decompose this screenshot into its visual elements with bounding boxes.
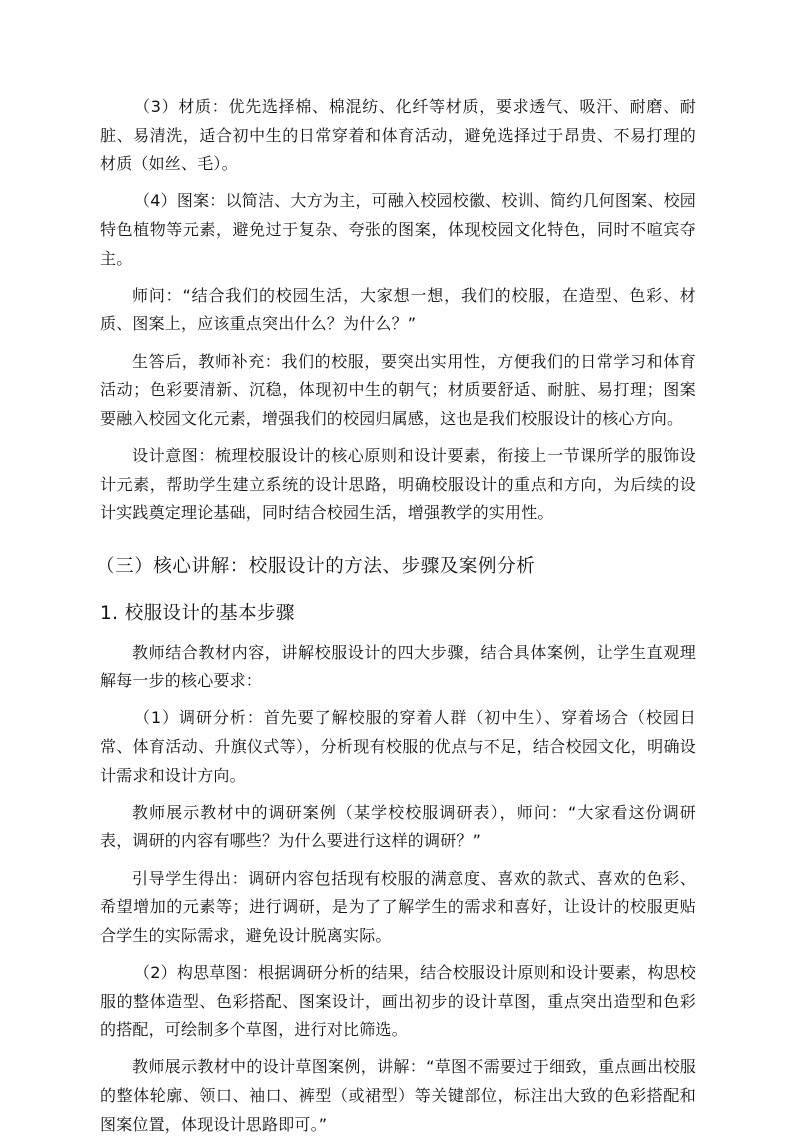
- paragraph-step-sketch: （2）构思草图：根据调研分析的结果，结合校服设计原则和设计要素，构思校服的整体造型、色彩搭配、图案设计，画出初步的设计草图，重点突出造型和色彩的搭配，可绘制多个草图，进行对比筛选。: [100, 963, 696, 1040]
- paragraph-design-intent: 设计意图：梳理校服设计的核心原则和设计要素，衔接上一节课所学的服饰设计元素，帮助学生建立系统的设计思路，明确校服设计的重点和方向，为后续的设计实践奠定理论基础，同时结合校园生活，增强教学的实用性。: [100, 445, 696, 523]
- paragraph-four-steps-intro: 教师结合教材内容，讲解校服设计的四大步骤，结合具体案例，让学生直观理解每一步的核心要求：: [100, 642, 696, 691]
- paragraph-sketch-case: 教师展示教材中的设计草图案例，讲解：“草图不需要过于细致，重点画出校服的整体轮廓、领口、袖口、裤型（或裙型）等关键部位，标注出大致的色彩搭配和图案位置，体现设计思路即可。”: [100, 1057, 696, 1134]
- document-body: [96, 93, 696, 1139]
- paragraph-research-case: 教师展示教材中的调研案例（某学校校服调研表），师问：“大家看这份调研表，调研的内容有哪些？为什么要进行这样的调研？”: [100, 802, 696, 851]
- paragraph-pattern: （4）图案：以简洁、大方为主，可融入校园校徽、校训、简约几何图案、校园特色植物等元素，避免过于复杂、夸张的图案，体现校园文化特色，同时不喧宾夺主。: [100, 191, 696, 268]
- paragraph-research-conclusion: 引导学生得出：调研内容包括现有校服的满意度、喜欢的款式、喜欢的色彩、希望增加的元素等；进行调研，是为了了解学生的需求和喜好，让设计的校服更贴合学生的实际需求，避免设计脱离实际。: [100, 868, 696, 945]
- paragraph-step-research: （1）调研分析：首先要了解校服的穿着人群（初中生）、穿着场合（校园日常、体育活动、升旗仪式等），分析现有校服的优点与不足，结合校园文化，明确设计需求和设计方向。: [100, 708, 696, 785]
- paragraph-material: （3）材质：优先选择棉、棉混纺、化纤等材质，要求透气、吸汗、耐磨、耐脏、易清洗，适合初中生的日常穿着和体育活动，避免选择过于昂贵、不易打理的材质（如丝、毛）。: [100, 97, 696, 174]
- section-heading: （三）核心讲解：校服设计的方法、步骤及案例分析: [96, 555, 536, 577]
- paragraph-teacher-supplement: 生答后，教师补充：我们的校服，要突出实用性，方便我们的日常学习和体育活动；色彩要清新、沉稳，体现初中生的朝气；材质要舒适、耐脏、易打理；图案要融入校园文化元素，增强我们的校园归属感，这也是我们校服设计的核心方向。: [100, 351, 696, 428]
- paragraph-teacher-question: 师问：“结合我们的校园生活，大家想一想，我们的校服，在造型、色彩、材质、图案上，应该重点突出什么？为什么？”: [100, 285, 696, 334]
- subheading-basic-steps: 1. 校服设计的基本步骤: [100, 602, 295, 624]
